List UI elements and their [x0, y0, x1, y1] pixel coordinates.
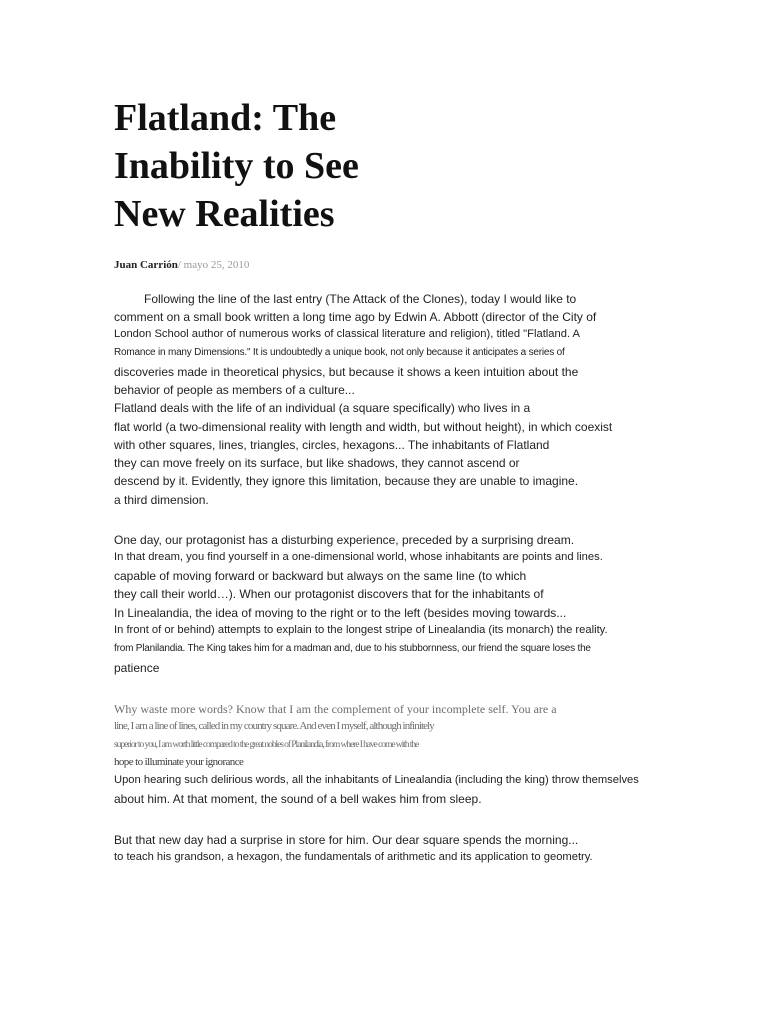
text-line: about him. At that moment, the sound of a bell wakes him from sleep. [114, 792, 482, 806]
text-line: from Planilandia. The King takes him for a madman and, due to his stubbornness, our friend the square loses the [114, 643, 591, 654]
text-line: Romance in many Dimensions." It is undoubtedly a unique book, not only because it anticipates a series of [114, 347, 565, 358]
author-name: Juan Carrión [114, 259, 178, 271]
quote-line: Why waste more words? Know that I am the complement of your incomplete self. You are a [114, 702, 557, 716]
text-line: they can move freely on its surface, but like shadows, they cannot ascend or [114, 456, 520, 470]
text-line: In front of or behind) attempts to explain to the longest stripe of Linealandia (its monarch) the reality. [114, 624, 608, 636]
quote-line: superior to you, I am worth little compared to the great nobles of Planilandia, from where I have come with the [114, 739, 419, 750]
byline [114, 259, 249, 271]
text-line: a third dimension. [114, 493, 209, 507]
text-line: In Linealandia, the idea of moving to the right or to the left (besides moving towards... [114, 606, 567, 620]
text-line: patience [114, 661, 160, 675]
text-line: One day, our protagonist has a disturbing experience, preceded by a surprising dream. [114, 533, 575, 547]
text-line: to teach his grandson, a hexagon, the fundamentals of arithmetic and its application to geometry. [114, 851, 593, 863]
text-line: discoveries made in theoretical physics, but because it shows a keen intuition about the [114, 365, 579, 379]
title-line: Flatland: The [114, 97, 337, 139]
text-line: descend by it. Evidently, they ignore this limitation, because they are unable to imagine. [114, 474, 579, 488]
text-line: they call their world…). When our protagonist discovers that for the inhabitants of [114, 587, 544, 601]
text-line: capable of moving forward or backward but always on the same line (to which [114, 569, 527, 583]
text-line: behavior of people as members of a culture... [114, 383, 355, 397]
text-line: flat world (a two-dimensional reality with length and width, but without height), in which coexist [114, 420, 613, 434]
text-line: Following the line of the last entry (The Attack of the Clones), today I would like to [144, 292, 577, 306]
text-line: London School author of numerous works of classical literature and religion), titled "Flatland. A [114, 328, 581, 340]
text-line: Upon hearing such delirious words, all the inhabitants of Linealandia (including the king) throw themselves [114, 774, 639, 786]
quote-line: hope to illuminate your ignorance [114, 756, 244, 768]
text-line: Flatland deals with the life of an individual (a square specifically) who lives in a [114, 401, 531, 415]
text-line: comment on a small book written a long time ago by Edwin A. Abbott (director of the City of [114, 310, 597, 324]
text-line: with other squares, lines, triangles, circles, hexagons... The inhabitants of Flatland [114, 438, 550, 452]
text-line: But that new day had a surprise in store for him. Our dear square spends the morning... [114, 833, 579, 847]
text-line: In that dream, you find yourself in a one-dimensional world, whose inhabitants are points and lines. [114, 551, 603, 563]
article-title [114, 94, 474, 238]
title-line: Inability to See [114, 145, 359, 187]
title-line: New Realities [114, 193, 335, 235]
quote-line: line, I am a line of lines, called in my country square. And even I myself, although infinitely [114, 720, 434, 732]
post-date: / mayo 25, 2010 [177, 259, 250, 271]
